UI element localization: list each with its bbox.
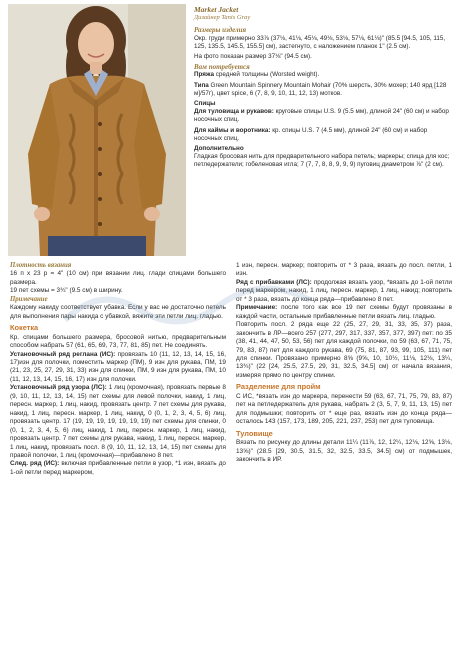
yoke-p1: Кр. спицами большего размера, бросовой нитью, предварительным способом набрать 57 (61, 65, 69, 73, 77, 81, 85) пет. Не соединять. bbox=[10, 333, 226, 350]
yoke-p3: 1 лиц (кромочная), провязать первые 8 (9, 10, 11, 12, 13, 14, 15) пет схемы для левой полочки, накид, 1 лиц, пересн. маркер, 1 лиц, накид, провязать центр. 7 пет схемы для рукава, накид, 1 лиц, пересн. маркер, 1 лиц, накид, 0 (0, 1, 2, 3, 4, 5, 6) лиц, провязать центр. 17 (19, 19, 19, 19, 19, 19, 19) пет схемы для спинки, 0 (0, 1, 2, 3, 4, 5, 6) лиц, накид, 1 лиц, пересн. маркер, 1 лиц, накид, провязать центр. 7 пет схемы для рукава, накид, 1 лиц, пересн. маркер, 1 лиц, накид, провязать посл. 8 (9, 10, 11, 12, 13, 14, 15) пет схемы для правой полочки, 1 лиц (кромочная)—прибавлено 8 пет. bbox=[10, 384, 226, 459]
right-p2: продолжая вязать узор, *вязать до 1-ой петли перед маркером, накид, 1 лиц, пересн. маркер, 1 лиц, накид; повторить от * 3 раза, вязать до конца ряда—прибавлено 8 пет. bbox=[236, 278, 453, 303]
gauge-text-1: 16 п x 23 р = 4" (10 см) при вязании лиц. глади спицами большего размера. bbox=[10, 270, 226, 286]
right-p5: С ИС, *вязать изн до маркера, перенести 59 (63, 67, 71, 75, 79, 83, 87) пет на петледержатель для рукава, набрать 2 (3, 5, 7, 9, 11, 13, 15) пет для подмышки; повторить от * еще раз, вязать изн до конца ряда—осталось 143 (157, 173, 189, 205, 221, 237, 253) пет для туловища. bbox=[236, 392, 452, 426]
body-heading: Туловище bbox=[236, 428, 273, 438]
model-photo bbox=[8, 4, 186, 256]
extra-label: Дополнительно bbox=[194, 145, 244, 153]
right-column bbox=[236, 262, 452, 464]
yoke-p3-block bbox=[10, 384, 226, 460]
type-label: Типа bbox=[194, 81, 209, 89]
yarn-label: Пряжа bbox=[194, 71, 215, 79]
type-text: Green Mountain Spinnery Mountain Mohair (70% шерсть, 30% мохер; 140 ярд [128 м]/57г), цвет spice, 6 (7, 8, 9, 10, 11, 12, 13) мотков. bbox=[194, 81, 447, 97]
sizes-text: Окр. груди примерно 33⅞ (37⅛, 41⅛, 45⅛, 49⅛, 53⅛, 57⅛, 61⅛)" (85.5 [94.5, 105, 115, 125, 135.5, 145.5, 155.5] см), застегнуто, с наложением планок 1" (2.5 см). bbox=[194, 34, 446, 50]
needles-body-text: круговые спицы U.S. 9 (5.5 мм), длиной 24" (60 см) и набор носочных спиц. bbox=[194, 108, 449, 124]
yoke-p3-label: Установочный ряд узора (ЛС): bbox=[10, 384, 107, 392]
right-p3-label: Примечание: bbox=[236, 304, 278, 312]
yarn-line bbox=[194, 71, 452, 79]
right-p4: Повторить посл. 2 ряда еще 22 (25, 27, 29, 31, 33, 35, 37) раза, закончить в ЛР—всего 257 (277, 297, 317, 337, 357, 377, 397) пет: по 35 (38, 41, 44, 47, 50, 53, 56) пет для каждой полочки, по 59 (63, 67, 71, 75, 79, 83, 87) пет для каждого рукава, 69 (75, 81, 87, 93, 99, 105, 111) пет для спинки. Провязано примерно 8⅝ (9⅝, 10, 10½, 11⅛, 12⅛, 13¼, 13¾)" (22 [24, 25.5, 27.5, 29, 31, 32.5, 34.5] см) от начала вязания, измеряя прямо по центру спинки. bbox=[236, 321, 452, 379]
yoke-p4-label: След. ряд (ИС): bbox=[10, 460, 60, 468]
left-column bbox=[10, 262, 226, 477]
jacket-photo-illustration bbox=[8, 4, 186, 256]
right-p6: Вязать по рисунку до длины детали 11¼ (11⅞, 12, 12¼, 12⅛, 12⅝, 13⅛, 13⅝)" (28.5 [29, 30.5, 31.5, 32, 32.5, 33.5, 34.5] см) от подмышек, закончить в ИР. bbox=[236, 439, 452, 463]
yarn-text: средней толщины (Worsted weight). bbox=[215, 71, 320, 79]
needles-body-label: Для туловища и рукавов: bbox=[194, 108, 274, 116]
yoke-p2-label: Установочный ряд реглана (ИС): bbox=[10, 350, 116, 358]
right-p3: после того как все 19 пет схемы будут провязаны в каждой части, остальные прибавленные петли вязать лиц. гладью. bbox=[236, 304, 452, 320]
yoke-p4-block bbox=[10, 460, 226, 477]
gauge-heading: Плотность вязания bbox=[10, 262, 72, 269]
right-p3-block bbox=[236, 304, 452, 321]
sizes-note: На фото показан размер 37⅛" (94.5 см). bbox=[194, 53, 312, 61]
yoke-heading: Кокетка bbox=[10, 323, 39, 333]
note-text: Каждому накиду соответствует убавка. Если у вас не достаточно петель для выполнения пары накида с убавкой, вяжите эти петли лиц. гладью. bbox=[10, 304, 226, 320]
armhole-heading: Разделение для пройм bbox=[236, 382, 321, 392]
note-heading: Примечание bbox=[10, 295, 48, 303]
pattern-title: Market Jacket bbox=[194, 5, 239, 14]
pattern-header-block bbox=[194, 6, 452, 172]
gauge-text-2: 19 пет схемы = 3¾" (9.5 см) в ширину. bbox=[10, 287, 123, 295]
yoke-p2: провязать 10 (11, 12, 13, 14, 15, 16, 17)изн для полочки, поместить маркер (ПМ), 9 изн для рукава, ПМ, 19 (21, 23, 25, 27, 29, 31, 33) изн для спинки, ПМ, 9 изн для рукава, ПМ, 10 (11, 12, 13, 14, 15, 16, 17) изн для полочки. bbox=[10, 350, 227, 383]
materials-heading: Вам потребуется bbox=[194, 63, 250, 72]
needles-body-line bbox=[194, 108, 452, 124]
needles-edge-text: кр. спицы U.S. 7 (4.5 мм), длиной 24" (60 см) и набор носочных спиц. bbox=[194, 126, 428, 142]
right-p2-label: Ряд с прибавками (ЛС): bbox=[236, 278, 312, 286]
needles-edge-label: Для каймы и воротника: bbox=[194, 126, 271, 134]
yoke-p2-block bbox=[10, 351, 226, 385]
needles-label: Спицы bbox=[194, 100, 216, 108]
designer-name: Дизайнер Tanis Gray bbox=[194, 14, 251, 22]
needles-edge-line bbox=[194, 127, 452, 143]
extra-text: Гладкая бросовая нить для предварительного набора петель; маркеры; спица для кос; петледержатели; гобеленовая игла; 7 (7, 7, 8, 8, 9, 9, 9) пуговиц диаметром ⅞" (2 см). bbox=[194, 153, 450, 169]
yoke-p4: включая прибавленные петли в узор, *1 изн, вязать до 1-ой петли перед маркером, bbox=[10, 460, 226, 476]
sizes-heading: Размеры изделия bbox=[194, 26, 247, 35]
right-p2-block bbox=[236, 279, 452, 304]
type-line bbox=[194, 82, 452, 98]
right-p1: 1 изн, пересн. маркер; повторить от * 3 раза, вязать до посл. петли, 1 изн. bbox=[236, 262, 452, 278]
